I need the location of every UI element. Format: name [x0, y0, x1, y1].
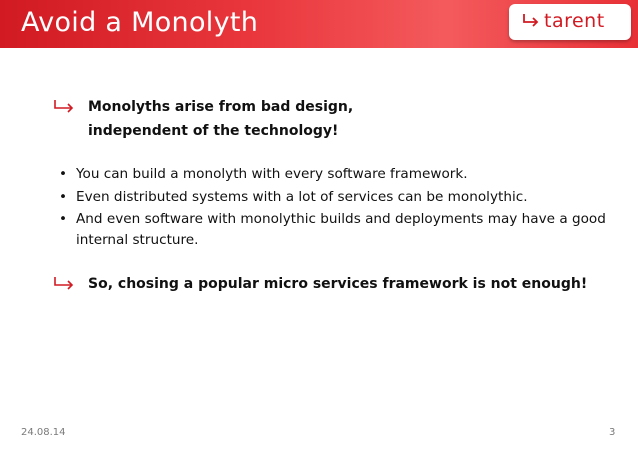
slide-header	[0, 0, 638, 48]
bullet-text: Even distributed systems with a lot of services can be monolythic.	[76, 188, 528, 205]
logo-text: tarent	[544, 10, 605, 32]
bullet-text: You can build a monolyth with every software framework.	[76, 166, 468, 182]
list-item	[58, 164, 618, 185]
bullet-list	[58, 164, 618, 252]
return-arrow-icon	[53, 276, 75, 292]
bullet-text: And even software with monolythic builds and deployments may have a good internal structure.	[76, 211, 606, 248]
bullet-dot: •	[59, 166, 68, 182]
list-item	[58, 187, 618, 208]
intro-line-2: independent of the technology!	[88, 123, 339, 139]
page-number: 3	[609, 427, 616, 438]
slide-title: Avoid a Monolyth	[21, 7, 259, 38]
bullet-dot: •	[59, 211, 68, 227]
conclusion-text: So, chosing a popular micro services framework is not enough!	[88, 276, 588, 292]
bullet-dot: •	[59, 188, 68, 205]
return-arrow-icon	[53, 99, 75, 115]
footer-date: 24.08.14	[21, 427, 66, 438]
tarent-logo	[509, 4, 631, 40]
intro-line-1: Monolyths arise from bad design,	[88, 99, 354, 115]
list-item	[58, 209, 618, 250]
logo-arrow-icon	[522, 13, 540, 29]
